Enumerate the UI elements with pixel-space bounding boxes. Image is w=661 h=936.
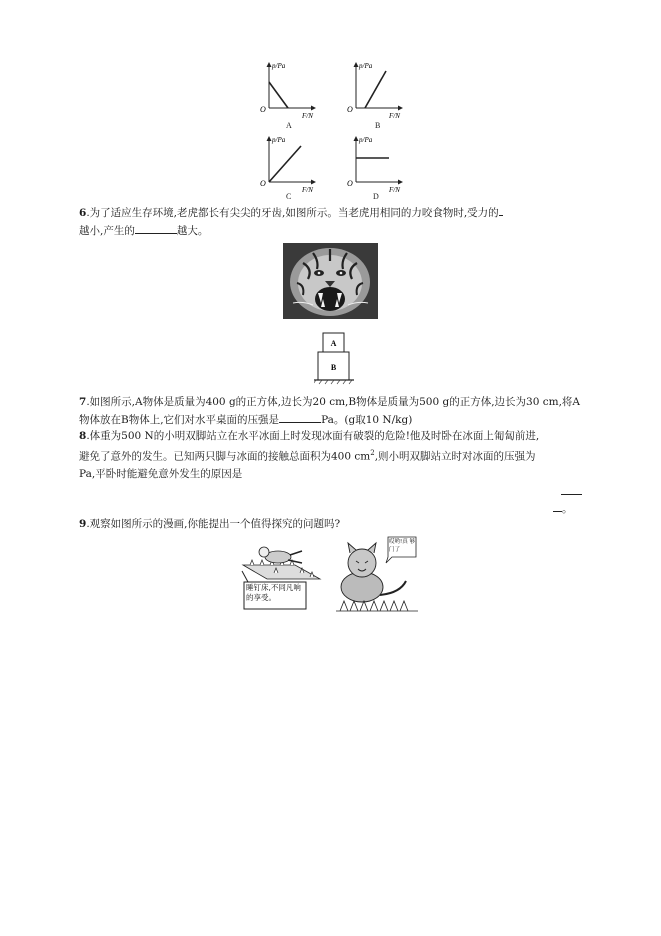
graph-c-ylabel: p/Pa xyxy=(272,136,286,144)
graph-d-xlabel: F/N xyxy=(389,186,400,194)
graph-c xyxy=(260,136,315,200)
q8-number: 8 xyxy=(79,430,87,442)
q7-blank[interactable] xyxy=(279,411,321,423)
graph-c-xlabel: F/N xyxy=(302,186,313,194)
q8-answer-tail xyxy=(553,500,573,516)
q8-blank-1[interactable] xyxy=(561,483,582,495)
graph-a-xlabel: F/N xyxy=(302,112,313,120)
q6-text-3: 越大。 xyxy=(176,225,209,237)
graph-c-caption: C xyxy=(286,192,292,200)
q8-superscript: 2 xyxy=(370,449,375,457)
graph-d-caption: D xyxy=(373,192,379,200)
graph-a xyxy=(260,62,315,130)
q6-blank-1[interactable] xyxy=(499,204,503,216)
cartoon-bubble-text: 哎哟!真 够门了 xyxy=(389,539,415,553)
q7-unit: Pa。(g取10 N/kg) xyxy=(321,414,413,426)
graph-d xyxy=(347,136,402,200)
block-a-label: A xyxy=(330,339,337,348)
q8-blank-2[interactable] xyxy=(553,500,562,512)
graph-a-caption: A xyxy=(286,121,292,130)
tiger-image xyxy=(283,243,378,319)
q6-number: 6 xyxy=(79,207,87,219)
pressure-force-graphs xyxy=(255,58,415,200)
graph-d-ylabel: p/Pa xyxy=(359,136,373,144)
question-8 xyxy=(79,428,584,483)
q8-text-2b: ,则小明双脚站立时对冰面的压强为 xyxy=(374,450,536,463)
cartoon-sign-text: 睡钉床,不同凡响的享受。 xyxy=(246,583,301,602)
graph-a-origin: O xyxy=(260,105,266,114)
q8-end: 。 xyxy=(562,503,573,515)
stacked-blocks-figure xyxy=(314,330,354,385)
q9-number: 9 xyxy=(79,518,87,530)
graph-d-origin: O xyxy=(347,179,353,188)
block-b-label: B xyxy=(330,363,337,372)
q8-text-2: 避免了意外的发生。已知两只脚与冰面的接触总面积为400 cm xyxy=(79,450,371,463)
graph-b-ylabel: p/Pa xyxy=(359,62,373,70)
graph-b-origin: O xyxy=(347,105,353,114)
q6-text-1: .为了适应生存环境,老虎都长有尖尖的牙齿,如图所示。当老虎用相同的力咬食物时,受力的 xyxy=(86,207,499,219)
cartoon-right-panel xyxy=(336,537,418,611)
graph-a-ylabel: p/Pa xyxy=(272,62,286,70)
graph-c-origin: O xyxy=(260,179,266,188)
q7-text: .如图所示,A物体是质量为400 g的正方体,边长为20 cm,B物体是质量为500 g的正方体,边长为30 cm,将A物体放在B物体上,它们对水平桌面的压强是 xyxy=(79,396,580,426)
graph-b-xlabel: F/N xyxy=(389,112,400,120)
graph-b-caption: B xyxy=(375,121,381,130)
question-6 xyxy=(79,204,584,240)
cartoon-left-panel xyxy=(242,547,320,609)
question-9 xyxy=(79,516,584,533)
q6-blank-2[interactable] xyxy=(135,222,177,234)
question-7 xyxy=(79,394,584,429)
q7-number: 7 xyxy=(79,396,87,408)
nail-bed-cartoon xyxy=(240,535,420,615)
q9-text: .观察如图所示的漫画,你能提出一个值得探究的问题吗? xyxy=(86,518,341,530)
graph-b xyxy=(347,62,402,130)
q8-text-3: Pa,平卧时能避免意外发生的原因是 xyxy=(79,467,243,480)
q8-text-1: .体重为500 N的小明双脚站立在水平冰面上时发现冰面有破裂的危险!他及时卧在冰面上匍匐前进, xyxy=(86,430,540,442)
q6-text-2: 越小,产生的 xyxy=(79,225,135,237)
